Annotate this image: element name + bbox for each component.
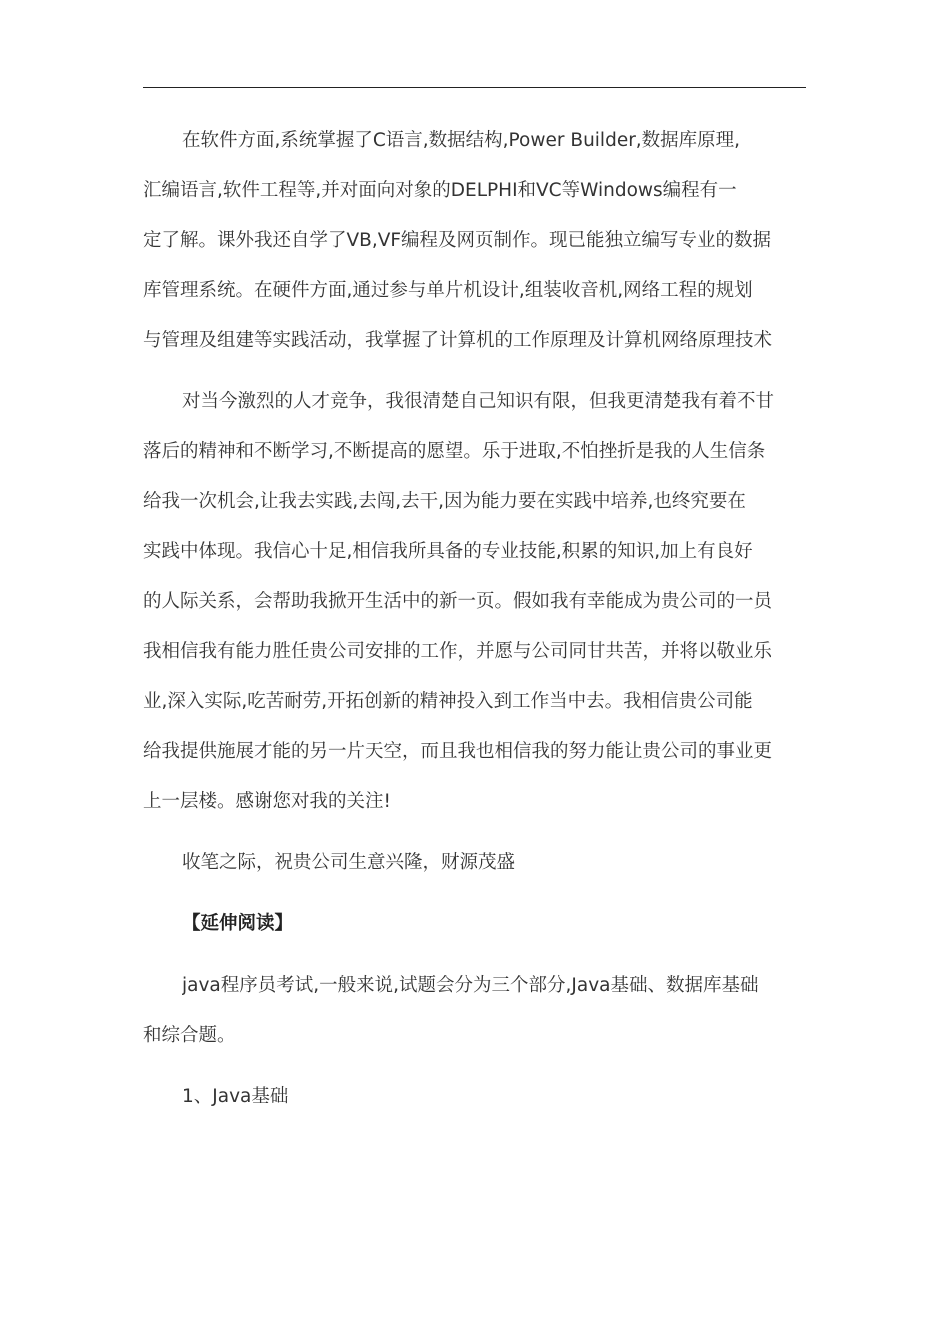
paragraph-line: 实践中体现。我信心十足,相信我所具备的专业技能,积累的知识,加上有良好	[143, 541, 753, 562]
paragraph-line: 给我提供施展才能的另一片天空，而且我也相信我的努力能让贵公司的事业更	[143, 741, 773, 762]
paragraph-line: 业,深入实际,吃苦耐劳,开拓创新的精神投入到工作当中去。我相信贵公司能	[143, 691, 753, 712]
paragraph-line: 给我一次机会,让我去实践,去闯,去干,因为能力要在实践中培养,也终究要在	[143, 491, 746, 512]
paragraph-line: 的人际关系，会帮助我掀开生活中的新一页。假如我有幸能成为贵公司的一员	[143, 591, 773, 612]
paragraph-line: 对当今激烈的人才竞争，我很清楚自己知识有限，但我更清楚我有着不甘	[182, 391, 775, 412]
paragraph-line: java程序员考试,一般来说,试题会分为三个部分,Java基础、数据库基础	[182, 975, 759, 996]
paragraph-line: 我相信我有能力胜任贵公司安排的工作，并愿与公司同甘共苦，并将以敬业乐	[143, 641, 773, 662]
paragraph-line: 上一层楼。感谢您对我的关注!	[143, 791, 391, 812]
paragraph-line: 汇编语言,软件工程等,并对面向对象的DELPHI和VC等Windows编程有一	[143, 180, 737, 201]
paragraph-line: 落后的精神和不断学习,不断提高的愿望。乐于进取,不怕挫折是我的人生信条	[143, 441, 766, 462]
paragraph-line: 与管理及组建等实践活动，我掌握了计算机的工作原理及计算机网络原理技术	[143, 330, 773, 351]
paragraph-line: 和综合题。	[143, 1025, 236, 1046]
paragraph-line: 库管理系统。在硬件方面,通过参与单片机设计,组装收音机,网络工程的规划	[143, 280, 753, 301]
section-heading: 1、Java基础	[182, 1086, 289, 1107]
header-rule	[143, 87, 806, 88]
closing-line: 收笔之际，祝贵公司生意兴隆，财源茂盛	[182, 852, 516, 873]
paragraph-line: 在软件方面,系统掌握了C语言,数据结构,Power Builder,数据库原理,	[182, 130, 741, 151]
paragraph-line: 定了解。课外我还自学了VB,VF编程及网页制作。现已能独立编写专业的数据	[143, 230, 772, 251]
extended-reading-heading: 【延伸阅读】	[182, 913, 294, 934]
